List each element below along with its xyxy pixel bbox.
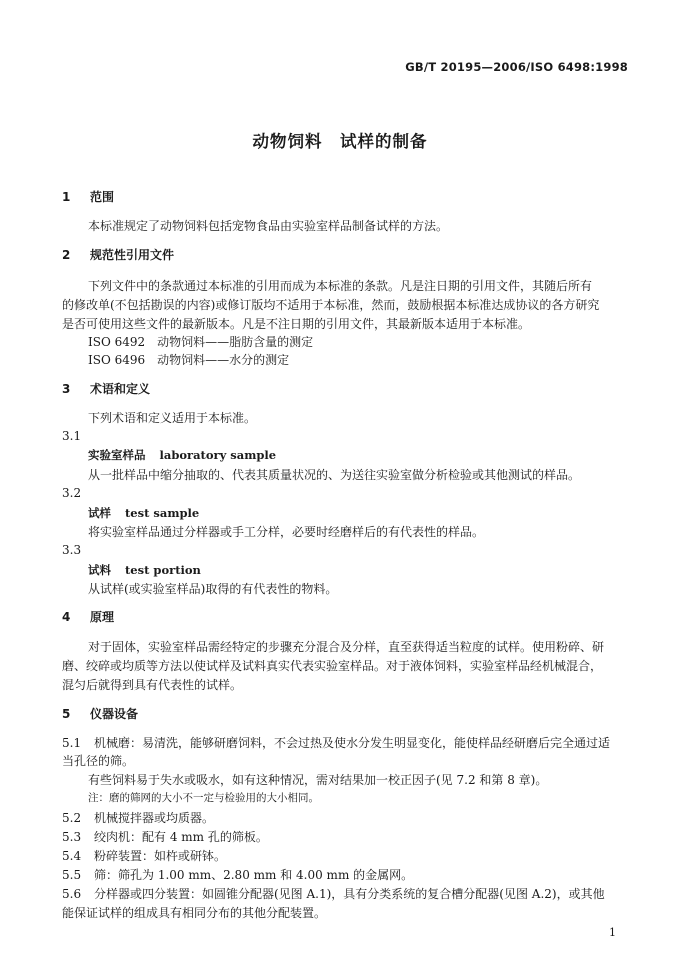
section-3-intro: 下列术语和定义适用于本标准。 — [88, 411, 257, 425]
section-1-heading: 1 范围 — [62, 190, 115, 204]
section-4-line: 磨、绞碎或均质等方法以使试样及试料真实代表实验室样品。对于液体饲料，实验室样品经机械混合， — [62, 659, 603, 673]
term-number: 3.3 — [62, 543, 82, 557]
section-3-heading: 3 术语和定义 — [62, 382, 151, 396]
document-title: 动物饲料 试样的制备 — [252, 132, 428, 151]
equipment-item-extra: 有些饲料易于失水或吸水，如有这种情况，需对结果加一校正因子(见 7.2 和第 8 章)。 — [88, 773, 548, 787]
section-4-line: 混匀后就得到具有代表性的试样。 — [62, 678, 243, 692]
term-heading: 实验室样品 laboratory sample — [88, 448, 277, 462]
reference-item: ISO 6496 动物饲料——水分的测定 — [88, 353, 290, 367]
term-number: 3.2 — [62, 486, 82, 500]
equipment-item: 5.1 机械磨：易清洗，能够研磨饲料，不会过热及使水分发生明显变化，能使样品经研磨后完全通过适 — [62, 736, 611, 750]
term-definition: 从一批样品中缩分抽取的、代表其质量状况的、为送往实验室做分析检验或其他测试的样品。 — [88, 468, 581, 482]
section-5-heading: 5 仪器设备 — [62, 707, 139, 721]
equipment-item-continued: 当孔径的筛。 — [62, 754, 135, 768]
term-heading: 试样 test sample — [88, 506, 200, 520]
term-definition: 将实验室样品通过分样器或手工分样，必要时经磨样后的有代表性的样品。 — [88, 525, 485, 539]
section-2-line: 的修改单(不包括勘误的内容)或修订版均不适用于本标准，然而，鼓励根据本标准达成协议的各方研究 — [62, 298, 600, 312]
term-heading: 试料 test portion — [88, 563, 201, 577]
section-1-text: 本标准规定了动物饲料包括宠物食品由实验室样品制备试样的方法。 — [88, 219, 449, 233]
section-4-line: 对于固体，实验室样品需经特定的步骤充分混合及分样，直至获得适当粒度的试样。使用粉碎、研 — [88, 640, 605, 654]
equipment-item: 5.3 绞肉机：配有 4 mm 孔的筛板。 — [62, 830, 268, 844]
equipment-item-continued: 能保证试样的组成具有相同分布的其他分配装置。 — [62, 906, 327, 920]
page-number: 1 — [609, 926, 616, 939]
term-definition: 从试样(或实验室样品)取得的有代表性的物料。 — [88, 582, 338, 596]
section-2-line: 下列文件中的条款通过本标准的引用而成为本标准的条款。凡是注日期的引用文件，其随后所有 — [88, 279, 593, 293]
equipment-item: 5.2 机械搅拌器或均质器。 — [62, 811, 215, 825]
standard-code: GB/T 20195—2006/ISO 6498:1998 — [405, 60, 628, 74]
equipment-item: 5.4 粉碎装置：如杵或研钵。 — [62, 849, 227, 863]
term-number: 3.1 — [62, 429, 82, 443]
section-4-heading: 4 原理 — [62, 610, 115, 624]
section-2-line: 是否可使用这些文件的最新版本。凡是不注日期的引用文件，其最新版本适用于本标准。 — [62, 317, 531, 331]
equipment-item: 5.6 分样器或四分装置：如圆锥分配器(见图 A.1)，具有分类系统的复合槽分配器(见图 A.2)，或其他 — [62, 887, 605, 901]
note: 注：磨的筛网的大小不一定与检验用的大小相同。 — [88, 792, 319, 804]
section-2-heading: 2 规范性引用文件 — [62, 248, 175, 262]
reference-item: ISO 6492 动物饲料——脂肪含量的测定 — [88, 335, 314, 349]
equipment-item: 5.5 筛：筛孔为 1.00 mm、2.80 mm 和 4.00 mm 的金属网。 — [62, 868, 414, 882]
